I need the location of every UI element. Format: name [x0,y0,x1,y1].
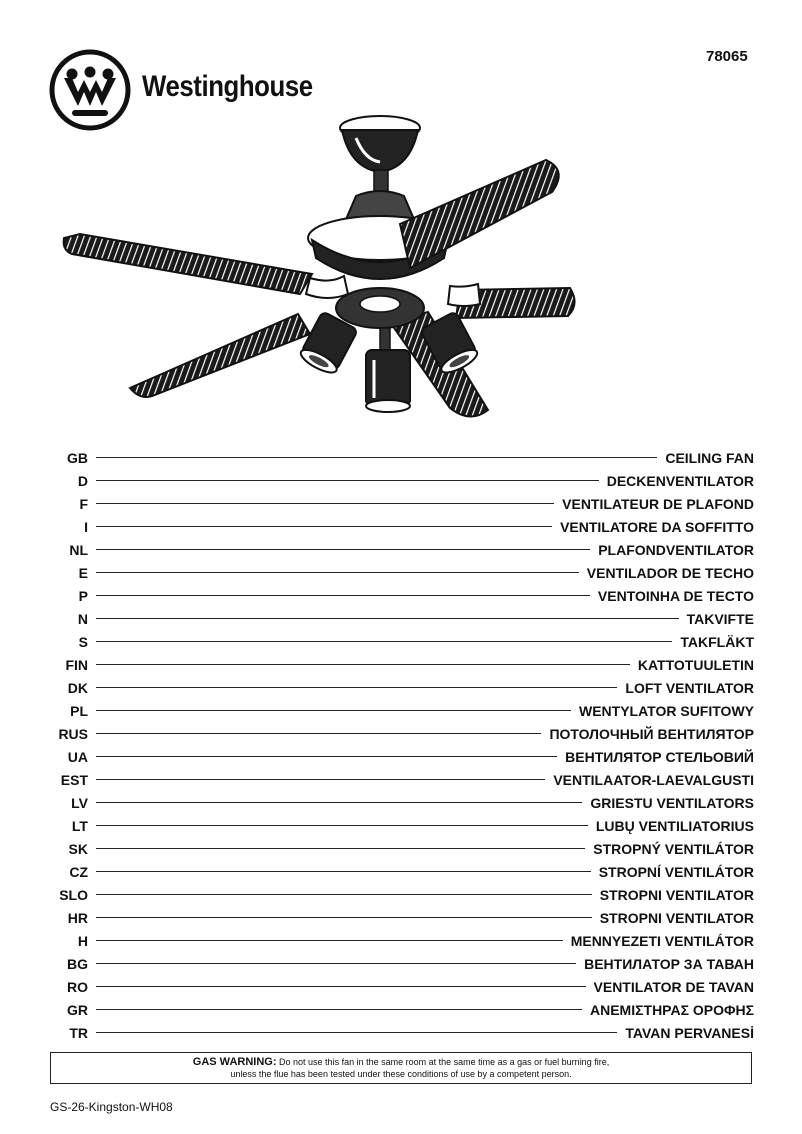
language-code: F [79,495,88,512]
leader-line [96,572,579,573]
language-title: DECKENVENTILATOR [606,472,754,489]
leader-line [96,1009,582,1010]
language-code: EST [60,771,88,788]
language-row [0,630,802,653]
leader-line [96,848,585,849]
leader-line [96,986,586,987]
language-row [0,469,802,492]
leader-line [96,710,571,711]
language-code: SLO [59,886,88,903]
language-title: TAKFLÄKT [680,633,754,650]
language-code: GB [67,449,88,466]
language-title: LOFT VENTILATOR [625,679,754,696]
language-title: STROPNÝ VENTILÁTOR [593,840,754,857]
leader-line [96,457,657,458]
leader-line [96,618,679,619]
language-title: GRIESTU VENTILATORS [590,794,754,811]
language-title: PLAFONDVENTILATOR [598,541,754,558]
language-row [0,492,802,515]
language-list [0,446,802,1044]
gas-warning-line1: Do not use this fan in the same room at the same time as a gas or fuel burning fire, [279,1057,610,1067]
language-title: KATTOTUULETIN [637,656,754,673]
language-code: GR [67,1001,88,1018]
language-row [0,561,802,584]
language-title: TAVAN PERVANESİ [625,1024,754,1041]
leader-line [96,733,541,734]
language-row [0,883,802,906]
language-row [0,584,802,607]
leader-line [96,871,591,872]
language-code: BG [67,955,88,972]
brand-name: Westinghouse [142,70,313,103]
language-code: CZ [69,863,88,880]
leader-line [96,963,576,964]
language-code: H [77,932,88,949]
language-title: VENTILATEUR DE PLAFOND [562,495,754,512]
language-code: DK [67,679,88,696]
language-row [0,676,802,699]
language-code: I [84,518,88,535]
language-row [0,538,802,561]
language-row [0,952,802,975]
leader-line [96,917,592,918]
language-code: LT [71,817,88,834]
language-code: HR [67,909,88,926]
language-title: ВЕНТИЛЯТОР СТЕЛЬОВИЙ [565,748,754,765]
language-row [0,860,802,883]
language-title: LUBŲ VENTILIATORIUS [595,817,754,834]
document-code: GS-26-Kingston-WH08 [50,1100,173,1114]
gas-warning-box [50,1052,752,1084]
leader-line [96,480,599,481]
language-code: S [78,633,88,650]
leader-line [96,687,617,688]
leader-line [96,641,672,642]
language-code: FIN [65,656,88,673]
language-row [0,975,802,998]
ceiling-fan-illustration [60,108,580,428]
language-row [0,607,802,630]
language-row [0,653,802,676]
language-title: STROPNÍ VENTILÁTOR [598,863,754,880]
language-code: N [77,610,88,627]
language-title: WENTYLATOR SUFITOWY [579,702,754,719]
language-row [0,998,802,1021]
leader-line [96,825,588,826]
language-code: RUS [58,725,88,742]
language-title: STROPNI VENTILATOR [599,886,754,903]
language-row [0,906,802,929]
language-code: NL [69,541,88,558]
language-row [0,1021,802,1044]
language-title: ПОТОЛОЧНЫЙ ВЕНТИЛЯТОР [549,725,754,742]
leader-line [96,595,590,596]
leader-line [96,779,545,780]
language-code: RO [67,978,88,995]
language-code: UA [67,748,88,765]
language-title: VENTILAATOR-LAEVALGUSTI [553,771,754,788]
language-row [0,791,802,814]
language-title: MENNYEZETI VENTILÁTOR [570,932,754,949]
language-code: E [78,564,88,581]
leader-line [96,756,557,757]
language-title: VENTILATORE DA SOFFITTO [560,518,754,535]
model-number: 78065 [706,48,748,65]
leader-line [96,526,552,527]
language-row [0,929,802,952]
language-code: LV [71,794,88,811]
leader-line [96,664,630,665]
language-title: VENTILATOR DE TAVAN [593,978,754,995]
language-title: CEILING FAN [665,449,754,466]
language-title: STROPNI VENTILATOR [599,909,754,926]
language-code: SK [68,840,88,857]
leader-line [96,1032,617,1033]
language-row [0,515,802,538]
language-row [0,745,802,768]
language-title: ΑΝΕΜΙΣΤΗΡΑΣ ΟΡΟΦΗΣ [590,1001,754,1018]
leader-line [96,503,554,504]
language-row [0,446,802,469]
language-code: D [77,472,88,489]
language-title: ВЕНТИЛАТОР ЗА ТАВАН [584,955,754,972]
language-code: PL [70,702,88,719]
language-row [0,768,802,791]
language-title: VENTOINHA DE TECTO [597,587,754,604]
language-row [0,722,802,745]
gas-warning-line2: unless the flue has been tested under these conditions of use by a competent person. [230,1069,572,1079]
leader-line [96,549,590,550]
gas-warning-label: GAS WARNING: [192,1056,277,1068]
leader-line [96,802,582,803]
language-title: VENTILADOR DE TECHO [586,564,754,581]
language-row [0,814,802,837]
leader-line [96,940,563,941]
language-title: TAKVIFTE [686,610,754,627]
language-code: TR [69,1024,88,1041]
language-row [0,699,802,722]
language-code: P [78,587,88,604]
leader-line [96,894,592,895]
language-row [0,837,802,860]
